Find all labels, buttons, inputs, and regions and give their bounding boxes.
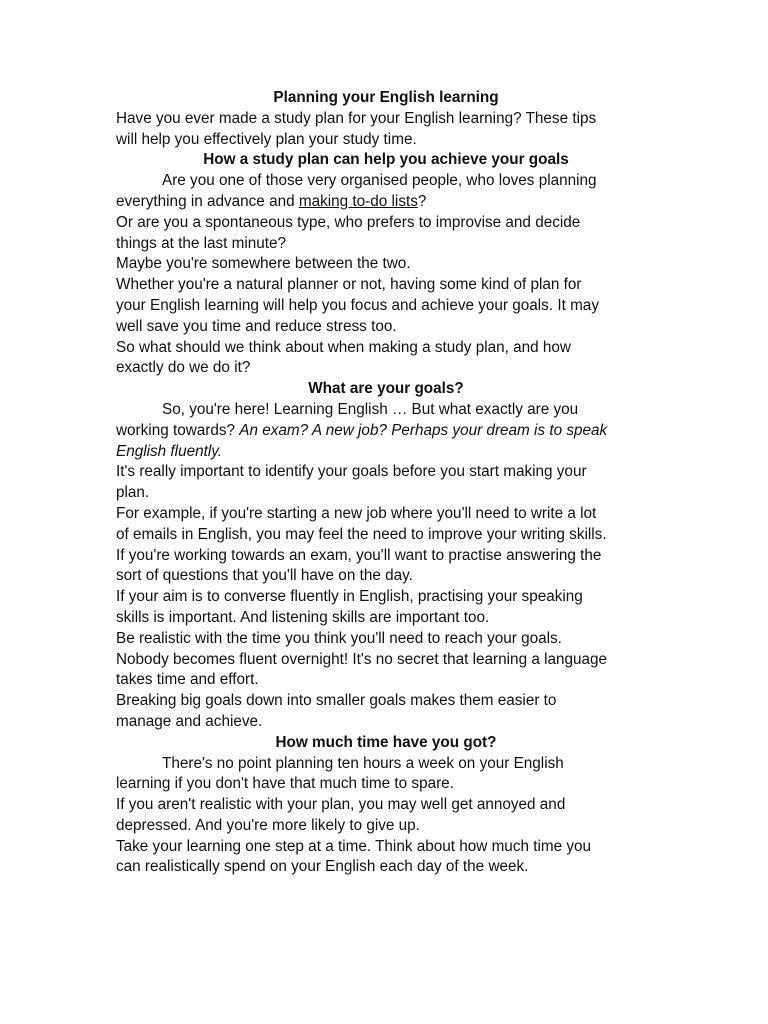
paragraph-line: There's no point planning ten hours a week on your English (162, 754, 564, 772)
section-heading-study-plan: How a study plan can help you achieve your goals (203, 151, 569, 169)
text-segment: working towards? (116, 421, 240, 439)
italic-text-segment: An exam? A new job? Perhaps your dream is to speak (239, 421, 608, 439)
paragraph-line: skills is important. And listening skills are important too. (116, 608, 490, 626)
paragraph-line: exactly do we do it? (116, 359, 251, 377)
italic-text-segment: English fluently. (116, 442, 223, 460)
paragraph-line: If you're working towards an exam, you'll want to practise answering the (116, 546, 602, 564)
intro-line: will help you effectively plan your study time. (116, 130, 417, 148)
section-heading-goals: What are your goals? (308, 380, 464, 398)
paragraph-line: of emails in English, you may feel the need to improve your writing skills. (116, 525, 607, 543)
paragraph-line: So, you're here! Learning English … But what exactly are you (162, 400, 579, 418)
paragraph-line: So what should we think about when making a study plan, and how (116, 338, 571, 356)
paragraph-line: well save you time and reduce stress too. (116, 317, 397, 335)
paragraph-line: depressed. And you're more likely to give up. (116, 816, 420, 834)
document-body (116, 88, 656, 878)
paragraph-line (116, 442, 656, 463)
paragraph-line (116, 192, 656, 213)
paragraph-line (116, 421, 656, 442)
paragraph-line: If you aren't realistic with your plan, you may well get annoyed and (116, 796, 566, 814)
paragraph-line: It's really important to identify your goals before you start making your (116, 463, 587, 481)
paragraph-line: takes time and effort. (116, 671, 259, 689)
intro-line: Have you ever made a study plan for your English learning? These tips (116, 109, 597, 127)
paragraph-line: Maybe you're somewhere between the two. (116, 255, 411, 273)
paragraph-line: Take your learning one step at a time. Think about how much time you (116, 837, 592, 855)
paragraph-line: can realistically spend on your English each day of the week. (116, 858, 529, 876)
document-title: Planning your English learning (273, 89, 499, 106)
paragraph-line: Breaking big goals down into smaller goals makes them easier to (116, 692, 557, 710)
paragraph-line: Be realistic with the time you think you'll need to reach your goals. (116, 629, 562, 647)
paragraph-line: things at the last minute? (116, 234, 287, 252)
paragraph-line: If your aim is to converse fluently in English, practising your speaking (116, 588, 583, 606)
paragraph-line: Nobody becomes fluent overnight! It's no secret that learning a language (116, 650, 608, 668)
paragraph-line: learning if you don't have that much time to spare. (116, 775, 454, 793)
paragraph-line: your English learning will help you focus and achieve your goals. It may (116, 296, 599, 314)
making-to-do-lists-link[interactable]: making to-do lists (298, 192, 418, 210)
paragraph-line: Or are you a spontaneous type, who prefers to improvise and decide (116, 213, 581, 231)
section-heading-time: How much time have you got? (275, 733, 497, 751)
paragraph-line: Whether you're a natural planner or not, having some kind of plan for (116, 276, 582, 294)
paragraph-line: Are you one of those very organised people, who loves planning (162, 172, 597, 190)
text-segment: ? (417, 192, 427, 210)
paragraph-line: For example, if you're starting a new job where you'll need to write a lot (116, 504, 597, 522)
paragraph-line: plan. (116, 484, 150, 502)
text-segment: everything in advance and (116, 192, 299, 210)
paragraph-line: manage and achieve. (116, 712, 263, 730)
paragraph-line: sort of questions that you'll have on the day. (116, 567, 413, 585)
